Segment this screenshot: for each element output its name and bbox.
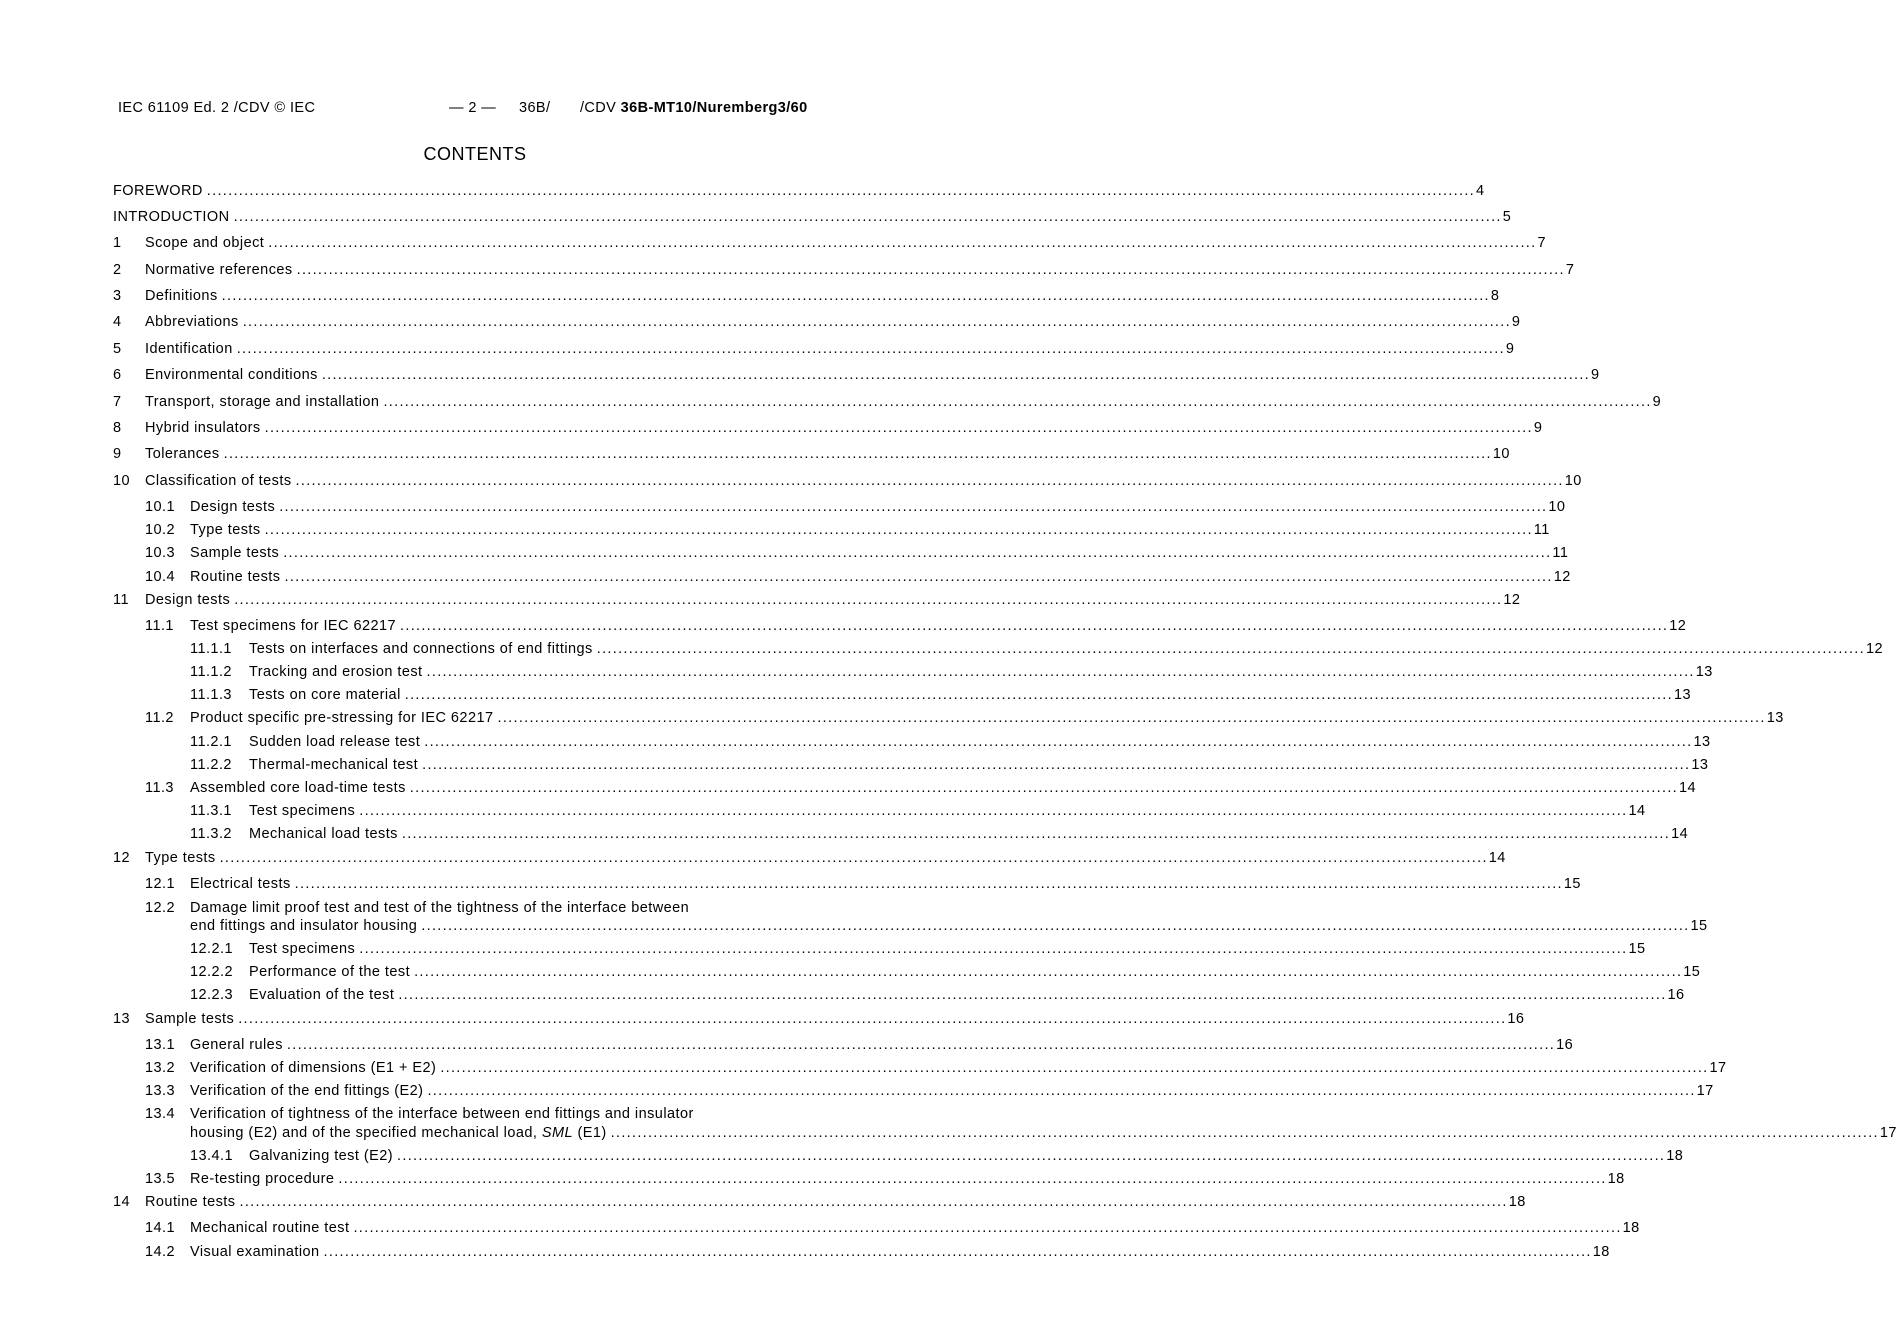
toc-entry-number: 10.4 bbox=[145, 569, 176, 585]
toc-leader: .............................................................................................................................................................................................................................................. bbox=[497, 710, 1766, 726]
toc-leader: .............................................................................................................................................................................................................................................. bbox=[294, 876, 1563, 892]
toc-entry-page: 12 bbox=[1865, 641, 1883, 657]
toc-entry-page: 17 bbox=[1696, 1083, 1714, 1099]
toc-entry-page: 9 bbox=[1533, 420, 1543, 436]
toc-entry-page: 7 bbox=[1537, 235, 1546, 251]
toc-entry-label[interactable]: Verification of tightness of the interface between end fittings and insulator bbox=[190, 1106, 694, 1122]
toc-entry-number: 10.3 bbox=[145, 545, 176, 561]
toc-entry-label: Scope and object bbox=[145, 233, 268, 253]
toc-leader: .............................................................................................................................................................................................................................................. bbox=[401, 826, 1671, 842]
toc-entry[interactable] bbox=[145, 365, 1600, 385]
toc-entry-number: 9 bbox=[113, 446, 122, 462]
toc-entry-page: 9 bbox=[1505, 341, 1515, 357]
toc-leader: .............................................................................................................................................................................................................................................. bbox=[242, 314, 1511, 330]
toc-entry[interactable] bbox=[190, 1081, 1714, 1101]
toc-entry[interactable] bbox=[249, 801, 1646, 821]
toc-entry-label: Visual examination bbox=[190, 1242, 324, 1262]
toc-leader: .............................................................................................................................................................................................................................................. bbox=[295, 473, 1564, 489]
toc-entry[interactable] bbox=[190, 543, 1569, 563]
toc-entry[interactable] bbox=[249, 824, 1689, 844]
toc-entry[interactable] bbox=[249, 755, 1709, 775]
toc-leader: .............................................................................................................................................................................................................................................. bbox=[321, 367, 1591, 383]
toc-entry[interactable] bbox=[145, 444, 1510, 464]
toc-leader: .............................................................................................................................................................................................................................................. bbox=[359, 803, 1628, 819]
toc-entry-number: 12.1 bbox=[145, 876, 176, 892]
toc-entry-label: Abbreviations bbox=[145, 312, 243, 332]
toc-entry-label-continued bbox=[190, 1123, 611, 1143]
toc-entry-page: 15 bbox=[1563, 876, 1581, 892]
toc-entry-page: 14 bbox=[1488, 850, 1506, 866]
toc-entry-number: 11.3.2 bbox=[190, 826, 232, 842]
toc-entry-label: Sample tests bbox=[145, 1009, 238, 1029]
toc-entry-label-italic: SML bbox=[541, 1125, 573, 1141]
toc-entry-page: 14 bbox=[1628, 803, 1646, 819]
toc-entry-label: Type tests bbox=[190, 520, 265, 540]
toc-entry-page: 12 bbox=[1503, 592, 1521, 608]
toc-entry-page: 12 bbox=[1553, 569, 1571, 585]
toc-entry[interactable] bbox=[145, 590, 1521, 610]
toc-entry-page: 9 bbox=[1511, 314, 1521, 330]
toc-leader: .............................................................................................................................................................................................................................................. bbox=[279, 499, 1548, 515]
toc-entry-label: Test specimens bbox=[249, 801, 359, 821]
toc-leader: .............................................................................................................................................................................................................................................. bbox=[206, 183, 1475, 199]
toc-leader: .............................................................................................................................................................................................................................................. bbox=[221, 288, 1490, 304]
toc-entry-label: Routine tests bbox=[190, 567, 284, 587]
toc-leader: .............................................................................................................................................................................................................................................. bbox=[223, 446, 1492, 462]
toc-entry[interactable] bbox=[190, 1169, 1625, 1189]
toc-entry-label: General rules bbox=[190, 1035, 287, 1055]
toc-entry-label: Sudden load release test bbox=[249, 732, 424, 752]
toc-leader: .............................................................................................................................................................................................................................................. bbox=[296, 262, 1565, 278]
toc-entry-label: Tests on core material bbox=[249, 685, 405, 705]
toc-leader: .............................................................................................................................................................................................................................................. bbox=[284, 569, 1553, 585]
toc-entry-page: 7 bbox=[1565, 262, 1575, 278]
toc-entry[interactable] bbox=[190, 916, 1708, 936]
toc-entry-page: 13 bbox=[1695, 664, 1713, 680]
toc-entry-page: 14 bbox=[1671, 826, 1689, 842]
toc-entry[interactable] bbox=[145, 392, 1662, 412]
toc-entry-number: 5 bbox=[113, 341, 122, 357]
toc-entry-label-part: (E1) bbox=[573, 1125, 607, 1141]
toc-entry-label: Type tests bbox=[145, 848, 220, 868]
toc-leader: .............................................................................................................................................................................................................................................. bbox=[219, 850, 1488, 866]
toc-entry-label: Mechanical load tests bbox=[249, 824, 402, 844]
toc-entry-number: 12.2.3 bbox=[190, 987, 234, 1003]
toc-entry-label: Classification of tests bbox=[145, 471, 296, 491]
toc-entry-page: 9 bbox=[1652, 394, 1662, 410]
toc-entry-page: 12 bbox=[1669, 618, 1687, 634]
toc-entry-number: 10.2 bbox=[145, 522, 176, 538]
toc-entry-page: 16 bbox=[1556, 1037, 1574, 1053]
toc-leader: .............................................................................................................................................................................................................................................. bbox=[323, 1244, 1592, 1260]
toc-leader: .............................................................................................................................................................................................................................................. bbox=[398, 987, 1667, 1003]
toc-entry-number: 14 bbox=[113, 1194, 131, 1210]
toc-entry-number: 13.4 bbox=[145, 1106, 176, 1122]
toc-entry[interactable] bbox=[145, 1009, 1525, 1029]
toc-entry[interactable] bbox=[190, 567, 1571, 587]
toc-leader: .............................................................................................................................................................................................................................................. bbox=[264, 420, 1533, 436]
toc-entry-page: 18 bbox=[1607, 1171, 1625, 1187]
toc-entry-number: 10.1 bbox=[145, 499, 176, 515]
toc-entry[interactable] bbox=[190, 708, 1784, 728]
toc-entry-label: Test specimens for IEC 62217 bbox=[190, 616, 400, 636]
toc-entry-page: 18 bbox=[1622, 1220, 1640, 1236]
toc-leader: .............................................................................................................................................................................................................................................. bbox=[440, 1060, 1709, 1076]
toc-entry[interactable] bbox=[145, 233, 1546, 253]
toc-entry-page: 15 bbox=[1690, 918, 1708, 934]
toc-entry-label: Design tests bbox=[145, 590, 234, 610]
header-cdv-code: 36B-MT10/Nuremberg3/60 bbox=[620, 100, 808, 116]
toc-entry-label-continued: end fittings and insulator housing bbox=[190, 916, 421, 936]
toc-entry-page: 17 bbox=[1879, 1125, 1897, 1141]
toc-leader: .............................................................................................................................................................................................................................................. bbox=[409, 780, 1678, 796]
toc-entry[interactable] bbox=[249, 939, 1646, 959]
toc-entry[interactable] bbox=[190, 874, 1581, 894]
header-cdv-prefix: /CDV bbox=[580, 100, 621, 116]
toc-entry[interactable] bbox=[249, 639, 1883, 659]
toc-entry-number: 13.4.1 bbox=[190, 1148, 234, 1164]
toc-entry-page: 13 bbox=[1766, 710, 1784, 726]
toc-entry-number: 14.1 bbox=[145, 1220, 176, 1236]
toc-entry-label: FOREWORD bbox=[113, 181, 207, 201]
toc-leader: .............................................................................................................................................................................................................................................. bbox=[414, 964, 1683, 980]
toc-entry-label: Test specimens bbox=[249, 939, 359, 959]
toc-entry-page: 5 bbox=[1502, 209, 1512, 225]
toc-entry-number: 11 bbox=[113, 592, 129, 608]
toc-entry[interactable] bbox=[145, 418, 1543, 438]
toc-entry-label: Assembled core load-time tests bbox=[190, 778, 410, 798]
toc-entry-number: 13 bbox=[113, 1011, 131, 1027]
toc-leader: .............................................................................................................................................................................................................................................. bbox=[422, 757, 1691, 773]
toc-entry-number: 12 bbox=[113, 850, 131, 866]
toc-entry[interactable] bbox=[145, 848, 1506, 868]
toc-entry-page: 18 bbox=[1592, 1244, 1610, 1260]
toc-leader: .............................................................................................................................................................................................................................................. bbox=[286, 1037, 1556, 1053]
toc-entry-number: 13.2 bbox=[145, 1060, 176, 1076]
toc-leader: .............................................................................................................................................................................................................................................. bbox=[424, 734, 1693, 750]
toc-entry-page: 14 bbox=[1678, 780, 1697, 796]
toc-entry[interactable] bbox=[113, 207, 1512, 227]
toc-entry-number: 6 bbox=[113, 367, 122, 383]
toc-entry-page: 13 bbox=[1673, 687, 1691, 703]
toc-entry-number: 12.2.2 bbox=[190, 964, 234, 980]
toc-entry[interactable] bbox=[190, 497, 1566, 517]
toc-entry-page: 15 bbox=[1628, 941, 1646, 957]
toc-entry-label: INTRODUCTION bbox=[113, 207, 234, 227]
toc-entry[interactable] bbox=[190, 1035, 1574, 1055]
toc-entry[interactable] bbox=[249, 962, 1701, 982]
toc-entry-page: 18 bbox=[1666, 1148, 1684, 1164]
toc-entry-label: Sample tests bbox=[190, 543, 283, 563]
toc-entry-label: Performance of the test bbox=[249, 962, 414, 982]
toc-entry-label: Thermal-mechanical test bbox=[249, 755, 422, 775]
toc-entry-label: Product specific pre-stressing for IEC 62217 bbox=[190, 708, 498, 728]
toc-entry-label: Galvanizing test (E2) bbox=[249, 1146, 397, 1166]
toc-leader: .............................................................................................................................................................................................................................................. bbox=[264, 522, 1533, 538]
toc-entry-number: 11.1.3 bbox=[190, 687, 232, 703]
toc-entry-label: Normative references bbox=[145, 260, 297, 280]
toc-entry-number: 11.2.2 bbox=[190, 757, 232, 773]
toc-entry[interactable] bbox=[145, 1192, 1526, 1212]
toc-entry-page: 10 bbox=[1564, 473, 1582, 489]
toc-entry-page: 13 bbox=[1693, 734, 1711, 750]
toc-entry-label: Tracking and erosion test bbox=[249, 662, 427, 682]
toc-entry-page: 10 bbox=[1492, 446, 1510, 462]
toc-entry-label: Routine tests bbox=[145, 1192, 239, 1212]
header-doc: 36B/ bbox=[519, 100, 551, 116]
toc-entry-number: 13.5 bbox=[145, 1171, 176, 1187]
toc-entry[interactable] bbox=[190, 616, 1687, 636]
toc-entry-page: 15 bbox=[1683, 964, 1701, 980]
toc-entry[interactable] bbox=[190, 1242, 1610, 1262]
toc-entry-label: Hybrid insulators bbox=[145, 418, 265, 438]
toc-entry-label: Transport, storage and installation bbox=[145, 392, 383, 412]
toc-entry-page: 11 bbox=[1533, 522, 1550, 538]
toc-leader: .............................................................................................................................................................................................................................................. bbox=[236, 341, 1505, 357]
toc-entry-page: 11 bbox=[1552, 545, 1569, 561]
toc-entry-label: Tolerances bbox=[145, 444, 224, 464]
toc-entry-number: 13.1 bbox=[145, 1037, 176, 1053]
toc-entry-page: 10 bbox=[1548, 499, 1566, 515]
toc-leader: .............................................................................................................................................................................................................................................. bbox=[421, 918, 1690, 934]
toc-entry-number: 14.2 bbox=[145, 1244, 176, 1260]
toc-entry[interactable] bbox=[190, 778, 1697, 798]
toc-entry-label: Electrical tests bbox=[190, 874, 295, 894]
toc-entry-page: 16 bbox=[1507, 1011, 1525, 1027]
toc-entry[interactable] bbox=[145, 260, 1575, 280]
toc-entry[interactable] bbox=[145, 286, 1500, 306]
toc-entry-number: 11.3 bbox=[145, 780, 174, 796]
toc-entry-page: 4 bbox=[1476, 183, 1485, 199]
header-cdv bbox=[580, 100, 808, 116]
toc-leader: .............................................................................................................................................................................................................................................. bbox=[233, 209, 1502, 225]
toc-entry-label: Evaluation of the test bbox=[249, 985, 398, 1005]
toc-leader: .............................................................................................................................................................................................................................................. bbox=[283, 545, 1552, 561]
toc-entry-number: 11.1 bbox=[145, 618, 174, 634]
toc-entry-page: 18 bbox=[1508, 1194, 1526, 1210]
toc-entry-label-part: housing (E2) and of the specified mechanical load, bbox=[190, 1125, 542, 1141]
toc-leader: .............................................................................................................................................................................................................................................. bbox=[397, 1148, 1666, 1164]
toc-entry-number: 11.1.2 bbox=[190, 664, 232, 680]
toc-entry-number: 11.2 bbox=[145, 710, 174, 726]
toc-entry[interactable] bbox=[249, 662, 1713, 682]
toc-leader: .............................................................................................................................................................................................................................................. bbox=[426, 664, 1695, 680]
toc-entry[interactable] bbox=[249, 985, 1685, 1005]
toc-entry-number: 3 bbox=[113, 288, 122, 304]
toc-leader: .............................................................................................................................................................................................................................................. bbox=[596, 641, 1865, 657]
toc-entry-number: 10 bbox=[113, 473, 131, 489]
toc-entry-number: 13.3 bbox=[145, 1083, 176, 1099]
toc-entry[interactable] bbox=[249, 685, 1691, 705]
toc-entry-page: 8 bbox=[1490, 288, 1500, 304]
toc-leader: .............................................................................................................................................................................................................................................. bbox=[268, 235, 1537, 251]
toc-leader: .............................................................................................................................................................................................................................................. bbox=[353, 1220, 1622, 1236]
toc-entry-page: 17 bbox=[1709, 1060, 1727, 1076]
toc-entry[interactable] bbox=[249, 732, 1711, 752]
toc-entry-label: Tests on interfaces and connections of end fittings bbox=[249, 639, 597, 659]
toc-entry-number: 11.2.1 bbox=[190, 734, 232, 750]
toc-entry[interactable] bbox=[190, 1058, 1727, 1078]
toc-leader: .............................................................................................................................................................................................................................................. bbox=[234, 592, 1503, 608]
toc-entry[interactable] bbox=[190, 520, 1550, 540]
toc-entry-label[interactable]: Damage limit proof test and test of the tightness of the interface between bbox=[190, 900, 690, 916]
toc-entry-number: 11.1.1 bbox=[190, 641, 232, 657]
toc-entry[interactable] bbox=[145, 312, 1521, 332]
toc-entry-label: Mechanical routine test bbox=[190, 1218, 353, 1238]
toc-entry-number: 1 bbox=[113, 235, 122, 251]
toc-leader: .............................................................................................................................................................................................................................................. bbox=[427, 1083, 1696, 1099]
toc-entry-number: 8 bbox=[113, 420, 122, 436]
toc-leader: .............................................................................................................................................................................................................................................. bbox=[239, 1194, 1508, 1210]
toc-leader: .............................................................................................................................................................................................................................................. bbox=[383, 394, 1652, 410]
toc-leader: .............................................................................................................................................................................................................................................. bbox=[338, 1171, 1607, 1187]
toc-leader: .............................................................................................................................................................................................................................................. bbox=[400, 618, 1669, 634]
toc-entry-label: Definitions bbox=[145, 286, 222, 306]
toc-entry[interactable] bbox=[190, 1218, 1640, 1238]
toc-entry-number: 12.2 bbox=[145, 900, 176, 916]
header-left: IEC 61109 Ed. 2 /CDV © IEC bbox=[118, 100, 316, 116]
toc-entry[interactable] bbox=[190, 1123, 1897, 1143]
toc-entry-label: Environmental conditions bbox=[145, 365, 322, 385]
toc-leader: .............................................................................................................................................................................................................................................. bbox=[238, 1011, 1507, 1027]
toc-leader: .............................................................................................................................................................................................................................................. bbox=[610, 1125, 1879, 1141]
toc-leader: .............................................................................................................................................................................................................................................. bbox=[359, 941, 1628, 957]
toc-entry-label: Verification of dimensions (E1 + E2) bbox=[190, 1058, 440, 1078]
header-page: — 2 — bbox=[449, 100, 497, 116]
toc-leader: .............................................................................................................................................................................................................................................. bbox=[404, 687, 1673, 703]
toc-entry[interactable] bbox=[249, 1146, 1684, 1166]
toc-entry-label: Verification of the end fittings (E2) bbox=[190, 1081, 427, 1101]
toc-entry-number: 11.3.1 bbox=[190, 803, 232, 819]
toc-entry-number: 12.2.1 bbox=[190, 941, 234, 957]
toc-entry-label: Re-testing procedure bbox=[190, 1169, 338, 1189]
toc-entry-number: 7 bbox=[113, 394, 122, 410]
toc-entry-page: 13 bbox=[1691, 757, 1709, 773]
toc-entry[interactable] bbox=[113, 181, 1485, 201]
toc-entry[interactable] bbox=[145, 339, 1515, 359]
toc-entry-label: Identification bbox=[145, 339, 237, 359]
toc-entry-page: 16 bbox=[1667, 987, 1685, 1003]
toc-entry-page: 9 bbox=[1591, 367, 1600, 383]
toc-entry-number: 2 bbox=[113, 262, 122, 278]
page-title: CONTENTS bbox=[423, 144, 527, 164]
toc-entry[interactable] bbox=[145, 471, 1582, 491]
toc-entry-number: 4 bbox=[113, 314, 122, 330]
toc-entry-label: Design tests bbox=[190, 497, 279, 517]
